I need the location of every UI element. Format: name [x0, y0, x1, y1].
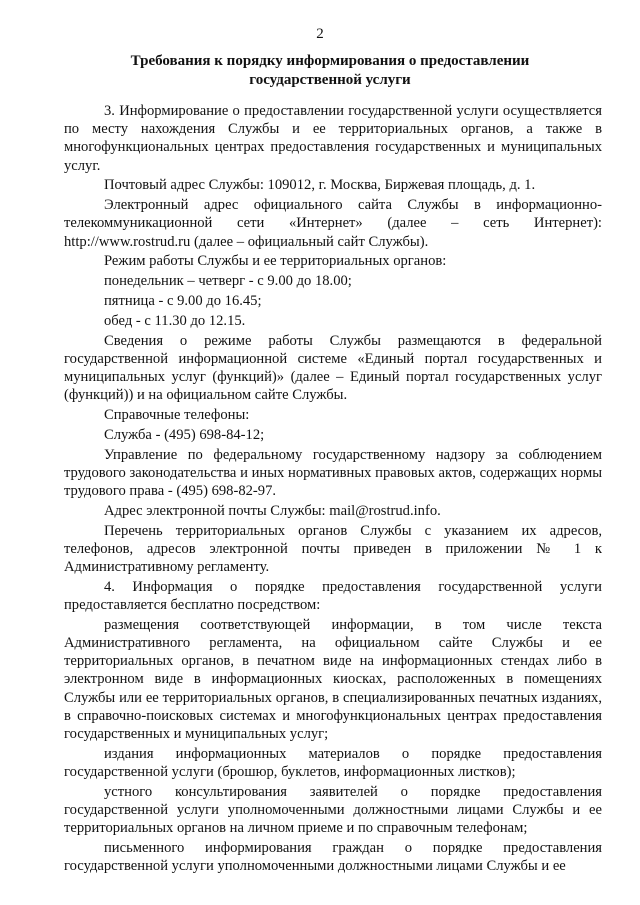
paragraph-service-phone: Служба - (495) 698-84-12; [104, 426, 265, 443]
paragraph-phones-heading: Справочные телефоны: [104, 407, 250, 423]
list-item-written-informing: письменного информирования граждан о порядке предоставления государственной услуги уполномоченными должностными лицами Службы и ее [64, 840, 602, 875]
paragraph-hours-lunch: обед - с 11.30 до 12.15. [104, 312, 246, 329]
paragraph-email: Адрес электронной почты Службы: mail@rostrud.info. [104, 502, 441, 519]
body-text [64, 102, 602, 877]
list-item-oral-consulting: устного консультирования заявителей о порядке предоставления государственной услуги уполномоченными должностными лицами Службы и ее территориальных органов на личном приеме и по справочным телефонам; [64, 783, 602, 837]
list-item-publication: издания информационных материалов о порядке предоставления государственной услуги (брошюр, буклетов, информационных листков); [64, 745, 602, 781]
list-item-placement: размещения соответствующей информации, в том числе текста Административного регламента, на официальном сайте Службы и ее территориальных органов, в печатном виде на информационных стендах либо в электронном виде в информационных киосках, расположенных в помещениях Службы или ее территориальных органов, в специализированных печатных изданиях, в справочно-поисковых системах и многофункциональных центрах предоставления государственных и муниципальных услуг; [64, 616, 602, 743]
section-title-line-1: Требования к порядку информирования о предоставлении [130, 53, 530, 69]
paragraph-hours-friday: пятница - с 9.00 до 16.45; [104, 293, 262, 309]
paragraph-website-address: Электронный адрес официального сайта Службы в информационно-телекоммуникационной сети «Интернет» (далее – сеть Интернет): http://www.rostrud.ru (далее – официальный сайт Службы). [64, 197, 602, 250]
section-title-line-2: государственной услуги [249, 72, 411, 88]
section-title [60, 52, 600, 90]
paragraph-territorial-bodies: Перечень территориальных органов Службы с указанием их адресов, телефонов, адресов электронной почты приведен в приложении № 1 к Административному регламенту. [64, 522, 602, 575]
paragraph-hours-mon-thu: понедельник – четверг - с 9.00 до 18.00; [104, 273, 352, 290]
page-number: 2 [316, 26, 324, 42]
paragraph-informing-location: 3. Информирование о предоставлении государственной услуги осуществляется по месту нахождения Службы и ее территориальных органов, а также в многофункциональных центрах предоставления государственных и муниципальных услуг. [64, 103, 602, 174]
paragraph-unified-portal: Сведения о режиме работы Службы размещаются в федеральной государственной информационной системе «Единый портал государственных и муниципальных услуг (функций)» (далее – Единый портал государственных услуг (функций)) и на официальном сайте Службы. [64, 332, 602, 404]
paragraph-free-information: 4. Информация о порядке предоставления государственной услуги предоставляется бесплатно посредством: [64, 578, 602, 613]
paragraph-postal-address: Почтовый адрес Службы: 109012, г. Москва, Биржевая площадь, д. 1. [104, 177, 536, 194]
paragraph-supervision-phone: Управление по федеральному государственному надзору за соблюдением трудового законодательства и иных нормативных правовых актов, содержащих нормы трудового права - (495) 698-82-97. [64, 446, 602, 499]
paragraph-working-hours-heading: Режим работы Службы и ее территориальных органов: [104, 253, 447, 270]
